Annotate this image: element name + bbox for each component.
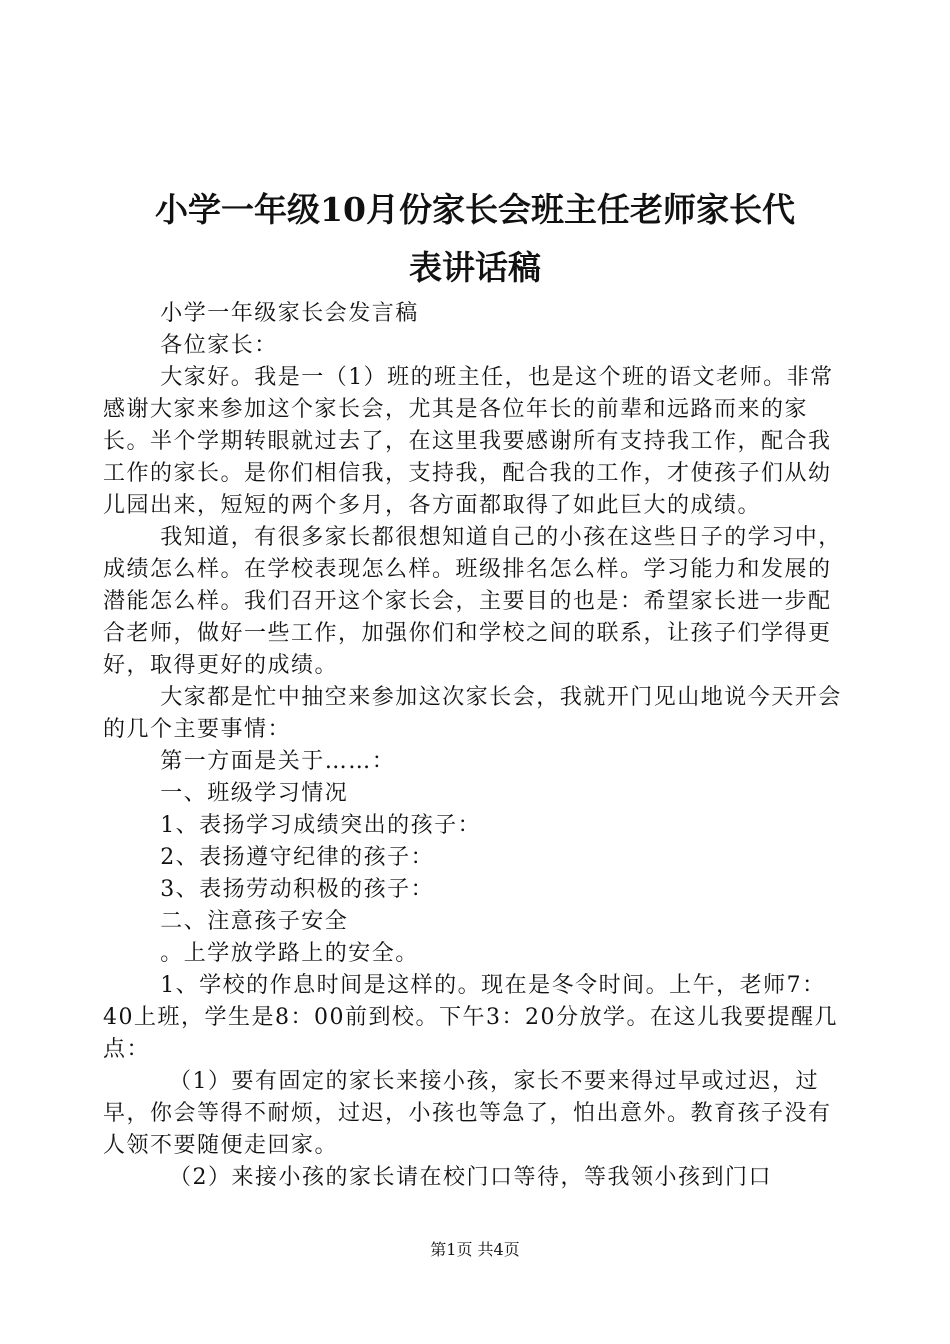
paragraph-road-safety: 。上学放学路上的安全。 [160,941,419,966]
paragraph-pickup-rule-1: （1）要有固定的家长来接小孩，家长不要来得过早或过迟，过早，你会等得不耐烦，过迟，小孩也等急了，怕出意外。教育孩子没有人领不要随便走回家。 [103,1069,832,1158]
paragraph-agenda-intro: 大家都是忙中抽空来参加这次家长会，我就开门见山地说今天开会的几个主要事情： [103,685,842,742]
document-body [103,298,843,1194]
paragraph-speech-title: 小学一年级家长会发言稿 [160,301,419,326]
paragraph-greeting: 大家好。我是一（1）班的班主任，也是这个班的语文老师。非常感谢大家来参加这个家长会，尤其是各位年长的前辈和远路而来的家长。半个学期转眼就过去了，在这里我要感谢所有支持我工作，配合我工作的家长。是你们相信我，支持我，配合我的工作，才使孩子们从幼儿园出来，短短的两个多月，各方面都取得了如此巨大的成绩。 [103,365,834,518]
heading-child-safety: 二、注意孩子安全 [160,909,349,934]
list-item-praise-discipline: 2、表扬遵守纪律的孩子： [160,845,435,870]
list-item-praise-grades: 1、表扬学习成绩突出的孩子： [160,813,482,838]
page-footer: 第1页 共4页 [430,1240,520,1259]
document-title-line-2: 表讲话稿 [409,248,541,287]
paragraph-purpose: 我知道，有很多家长都很想知道自己的小孩在这些日子的学习中，成绩怎么样。在学校表现怎么样。班级排名怎么样。学习能力和发展的潜能怎么样。我们召开这个家长会，主要目的也是：希望家长进一步配合老师，做好一些工作，加强你们和学校之间的联系，让孩子们学得更好，取得更好的成绩。 [103,525,842,678]
paragraph-first-aspect: 第一方面是关于……： [160,749,396,774]
paragraph-salutation: 各位家长： [160,333,278,358]
paragraph-schedule: 1、学校的作息时间是这样的。现在是冬令时间。上午，老师7：40上班，学生是8：00前到校。下午3：20分放学。在这儿我要提醒几点： [103,973,838,1062]
paragraph-pickup-rule-2: （2）来接小孩的家长请在校门口等待，等我领小孩到门口 [169,1165,772,1190]
heading-class-study: 一、班级学习情况 [160,781,349,806]
document-title-line-1: 小学一年级10月份家长会班主任老师家长代 [155,190,795,229]
list-item-praise-labor: 3、表扬劳动积极的孩子： [160,877,435,902]
